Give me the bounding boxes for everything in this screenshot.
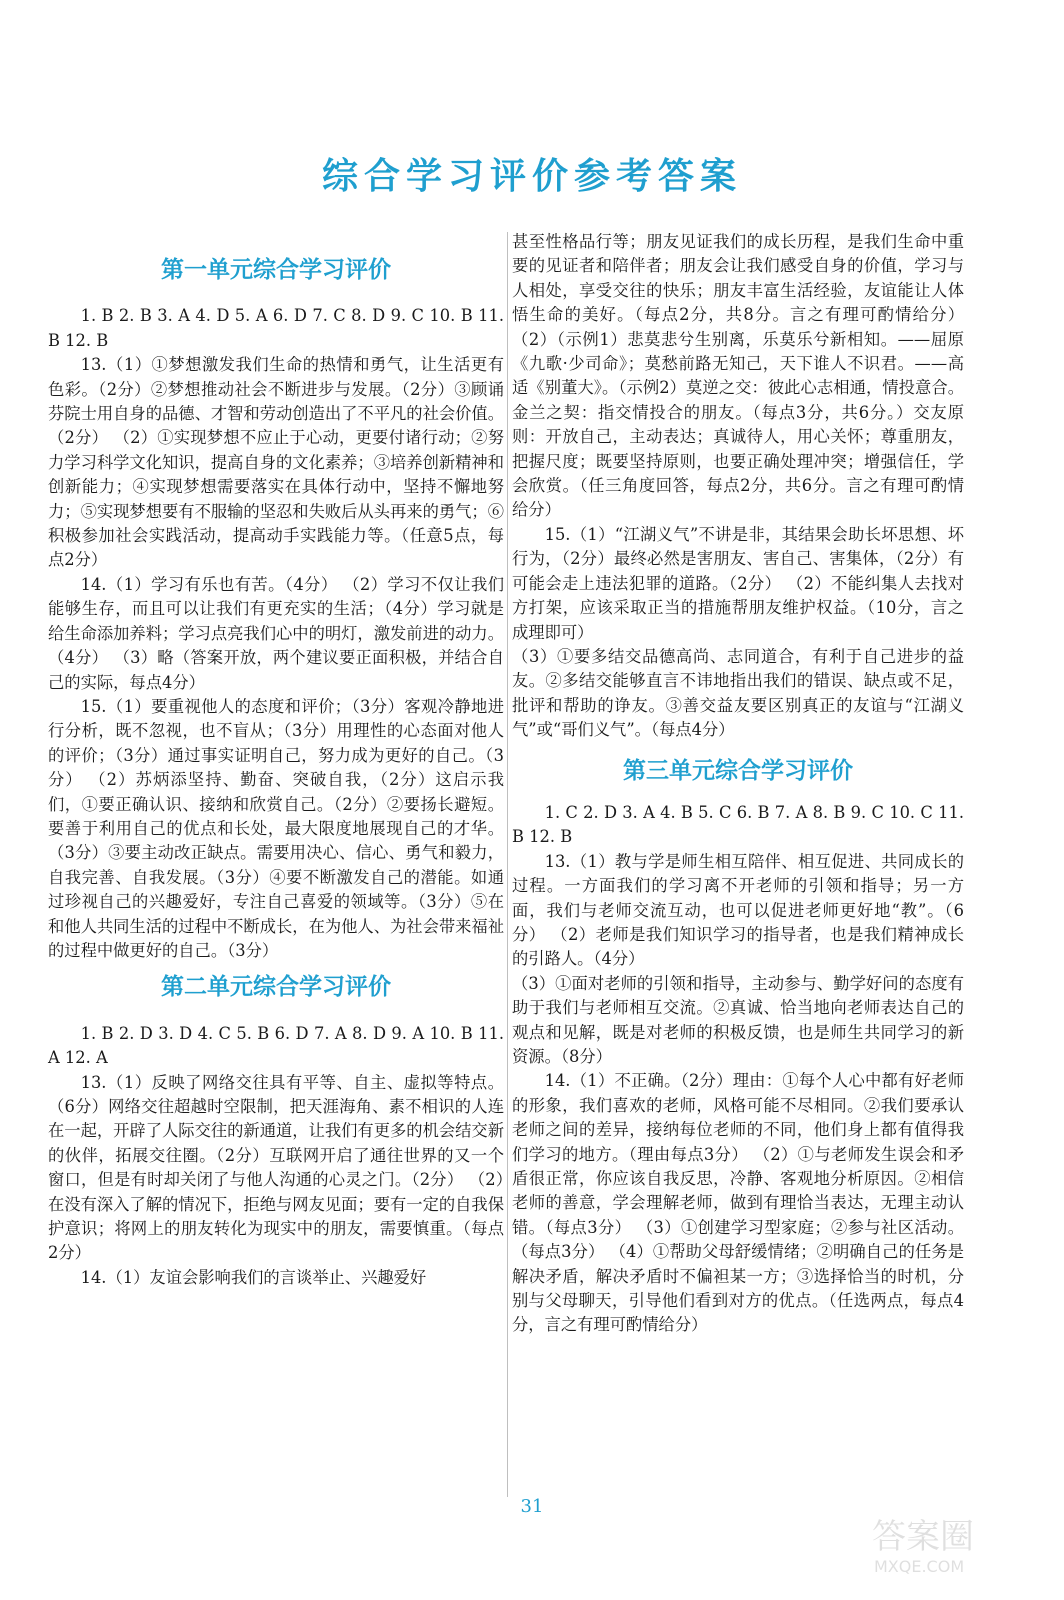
- unit2-q14-answer-continued: 甚至性格品行等；朋友见证我们的成长历程，是我们生命中重要的见证者和陪伴者；朋友会让我们感受自身的价值，学习与人相处，享受交往的快乐；朋友丰富生活经验，友谊能让人体悟生命的美好。（每点2分，共8分。言之有理可酌情给分） （2）（示例1）悲莫悲兮生别离，乐莫乐兮新相知。——屈原《九歌·少司命》；莫愁前路无知己，天下谁人不识君。——高适《别董大》。（示例2）莫逆之交：彼此心志相通，情投意合。金兰之契：指交情投合的朋友。（每点3分，共6分。）交友原则：开放自己，主动表达；真诚待人，用心关怀；尊重朋友，把握尺度；既要坚持原则，也要正确处理冲突；增强信任，学会欣赏。（任三角度回答，每点2分，共6分。言之有理可酌情给分）: [512, 232, 964, 520]
- unit3-q14-answer: 14.（1）不正确。（2分）理由：①每个人心中都有好老师的形象，我们喜欢的老师，风格可能不尽相同。②我们要承认老师之间的差异，接纳每位老师的不同，他们身上都有值得我们学习的地方。（理由每点3分） （2）①与老师发生误会和矛盾很正常，你应该自我反思，冷静、客观地分析原因。②相信老师的善意，学会理解老师，做到有理恰当表达，无理主动认错。（每点3分） （3）①创建学习型家庭；②参与社区活动。（每点3分） （4）①帮助父母舒缓情绪；②明确自己的任务是解决矛盾，解决矛盾时不偏袒某一方；③选择恰当的时机，分别与父母聊天，引导他们看到对方的优点。（任选两点，每点4分，言之有理可酌情给分）: [512, 1071, 964, 1335]
- watermark-domain: MXQE.COM: [874, 1557, 965, 1576]
- unit1-q15-answer: 15.（1）要重视他人的态度和评价；（3分）客观冷静地进行分析，既不忽视，也不盲从；（3分）用理性的心态面对他人的评价；（3分）通过事实证明自己，努力成为更好的自己。（3分） （2）苏炳添坚持、勤奋、突破自我，（2分）这启示我们，①要正确认识、接纳和欣赏自己。（2分）②要扬长避短。要善于利用自己的优点和长处，最大限度地展现自己的才华。（3分）③要主动改正缺点。需要用决心、信心、勇气和毅力，自我完善、自我发展。（3分）④要不断激发自己的潜能。如通过珍视自己的兴趣爱好，专注自己喜爱的领域等。（3分）⑤在和他人共同生活的过程中不断成长，在为他人、为社会带来福祉的过程中做更好的自己。（3分）: [48, 696, 504, 960]
- page-title: 综合学习评价参考答案: [321, 156, 742, 197]
- unit2-choice-answers: 1. B 2. D 3. D 4. C 5. B 6. D 7. A 8. D 9. A 10. B 11. A 12. A: [48, 1023, 504, 1068]
- unit2-q15-answer: 15.（1）“江湖义气”不讲是非，其结果会助长坏思想、坏行为，（2分）最终必然是害朋友、害自己、害集体，（2分）有可能会走上违法犯罪的道路。（2分） （2）不能纠集人去找对方打架，应该采取正当的措施帮朋友维护权益。（10分，言之成理即可）: [512, 524, 964, 642]
- unit3-choice-answers: 1. C 2. D 3. A 4. B 5. C 6. B 7. A 8. B 9. C 10. C 11. B 12. B: [512, 802, 964, 847]
- watermark-text: 答案圈: [872, 1517, 974, 1557]
- unit3-q13-3-answer: （3）①面对老师的引领和指导，主动参与、勤学好问的态度有助于我们与老师相互交流。②真诚、恰当地向老师表达自己的观点和见解，既是对老师的积极反馈，也是师生共同学习的新资源。（8分）: [512, 973, 964, 1066]
- unit2-q15-3-answer: （3）①要多结交品德高尚、志同道合，有利于自己进步的益友。②多结交能够直言不讳地指出我们的错误、缺点或不足，批评和帮助的诤友。③善交益友要区别真正的友谊与“江湖义气”或“哥们义气”。（每点4分）: [512, 646, 964, 740]
- column-divider: [507, 232, 508, 1497]
- unit3-heading: 第三单元综合学习评价: [623, 756, 853, 784]
- unit2-q13-answer: 13.（1）反映了网络交往具有平等、自主、虚拟等特点。（6分）网络交往超越时空限制，把天涯海角、素不相识的人连在一起，开辟了人际交往的新通道，让我们有更多的机会结交新的伙伴，拓展交往圈。（2分）互联网开启了通往世界的又一个窗口，但是有时却关闭了与他人沟通的心灵之门。（2分） （2）在没有深入了解的情况下，拒绝与网友见面；要有一定的自我保护意识；将网上的朋友转化为现实中的朋友，需要慎重。（每点2分）: [48, 1072, 504, 1263]
- right-column: [512, 230, 964, 1338]
- page-number: 31: [520, 1496, 544, 1517]
- unit1-q13-answer: 13.（1）①梦想激发我们生命的热情和勇气，让生活更有色彩。（2分）②梦想推动社会不断进步与发展。（2分）③顾诵芬院士用自身的品德、才智和劳动创造出了不平凡的社会价值。（2分） （2）①实现梦想不应止于心动，更要付诸行动；②努力学习科学文化知识，提高自身的文化素养；③培养创新精神和创新能力；④实现梦想需要落实在具体行动中，坚持不懈地努力；⑤实现梦想要有不服输的坚忍和失败后从头再来的勇气；⑥积极参加社会实践活动，提高动手实践能力等。（任意5点，每点2分）: [48, 355, 504, 570]
- watermark-logo: [864, 1508, 1034, 1578]
- unit3-q13-answer: 13.（1）教与学是师生相互陪伴、相互促进、共同成长的过程。一方面我们的学习离不开老师的引领和指导；另一方面，我们与老师交流互动，也可以促进老师更好地“教”。（6分） （2）老师是我们知识学习的指导者，也是我们精神成长的引路人。（4分）: [512, 851, 964, 969]
- unit1-heading: 第一单元综合学习评价: [161, 256, 391, 283]
- unit2-q14-answer-start: 14.（1）友谊会影响我们的言谈举止、兴趣爱好: [80, 1267, 427, 1287]
- left-column: [48, 230, 504, 1290]
- unit1-q14-answer: 14.（1）学习有乐也有苦。（4分） （2）学习不仅让我们能够生存，而且可以让我们有更充实的生活；（4分）学习就是给生命添加养料；学习点亮我们心中的明灯，激发前进的动力。（4分） （3）略（答案开放，两个建议要正面积极，并结合自己的实际，每点4分）: [48, 574, 504, 692]
- unit2-heading: 第二单元综合学习评价: [161, 973, 391, 1001]
- unit1-choice-answers: 1. B 2. B 3. A 4. D 5. A 6. D 7. C 8. D 9. C 10. B 11. B 12. B: [48, 306, 504, 350]
